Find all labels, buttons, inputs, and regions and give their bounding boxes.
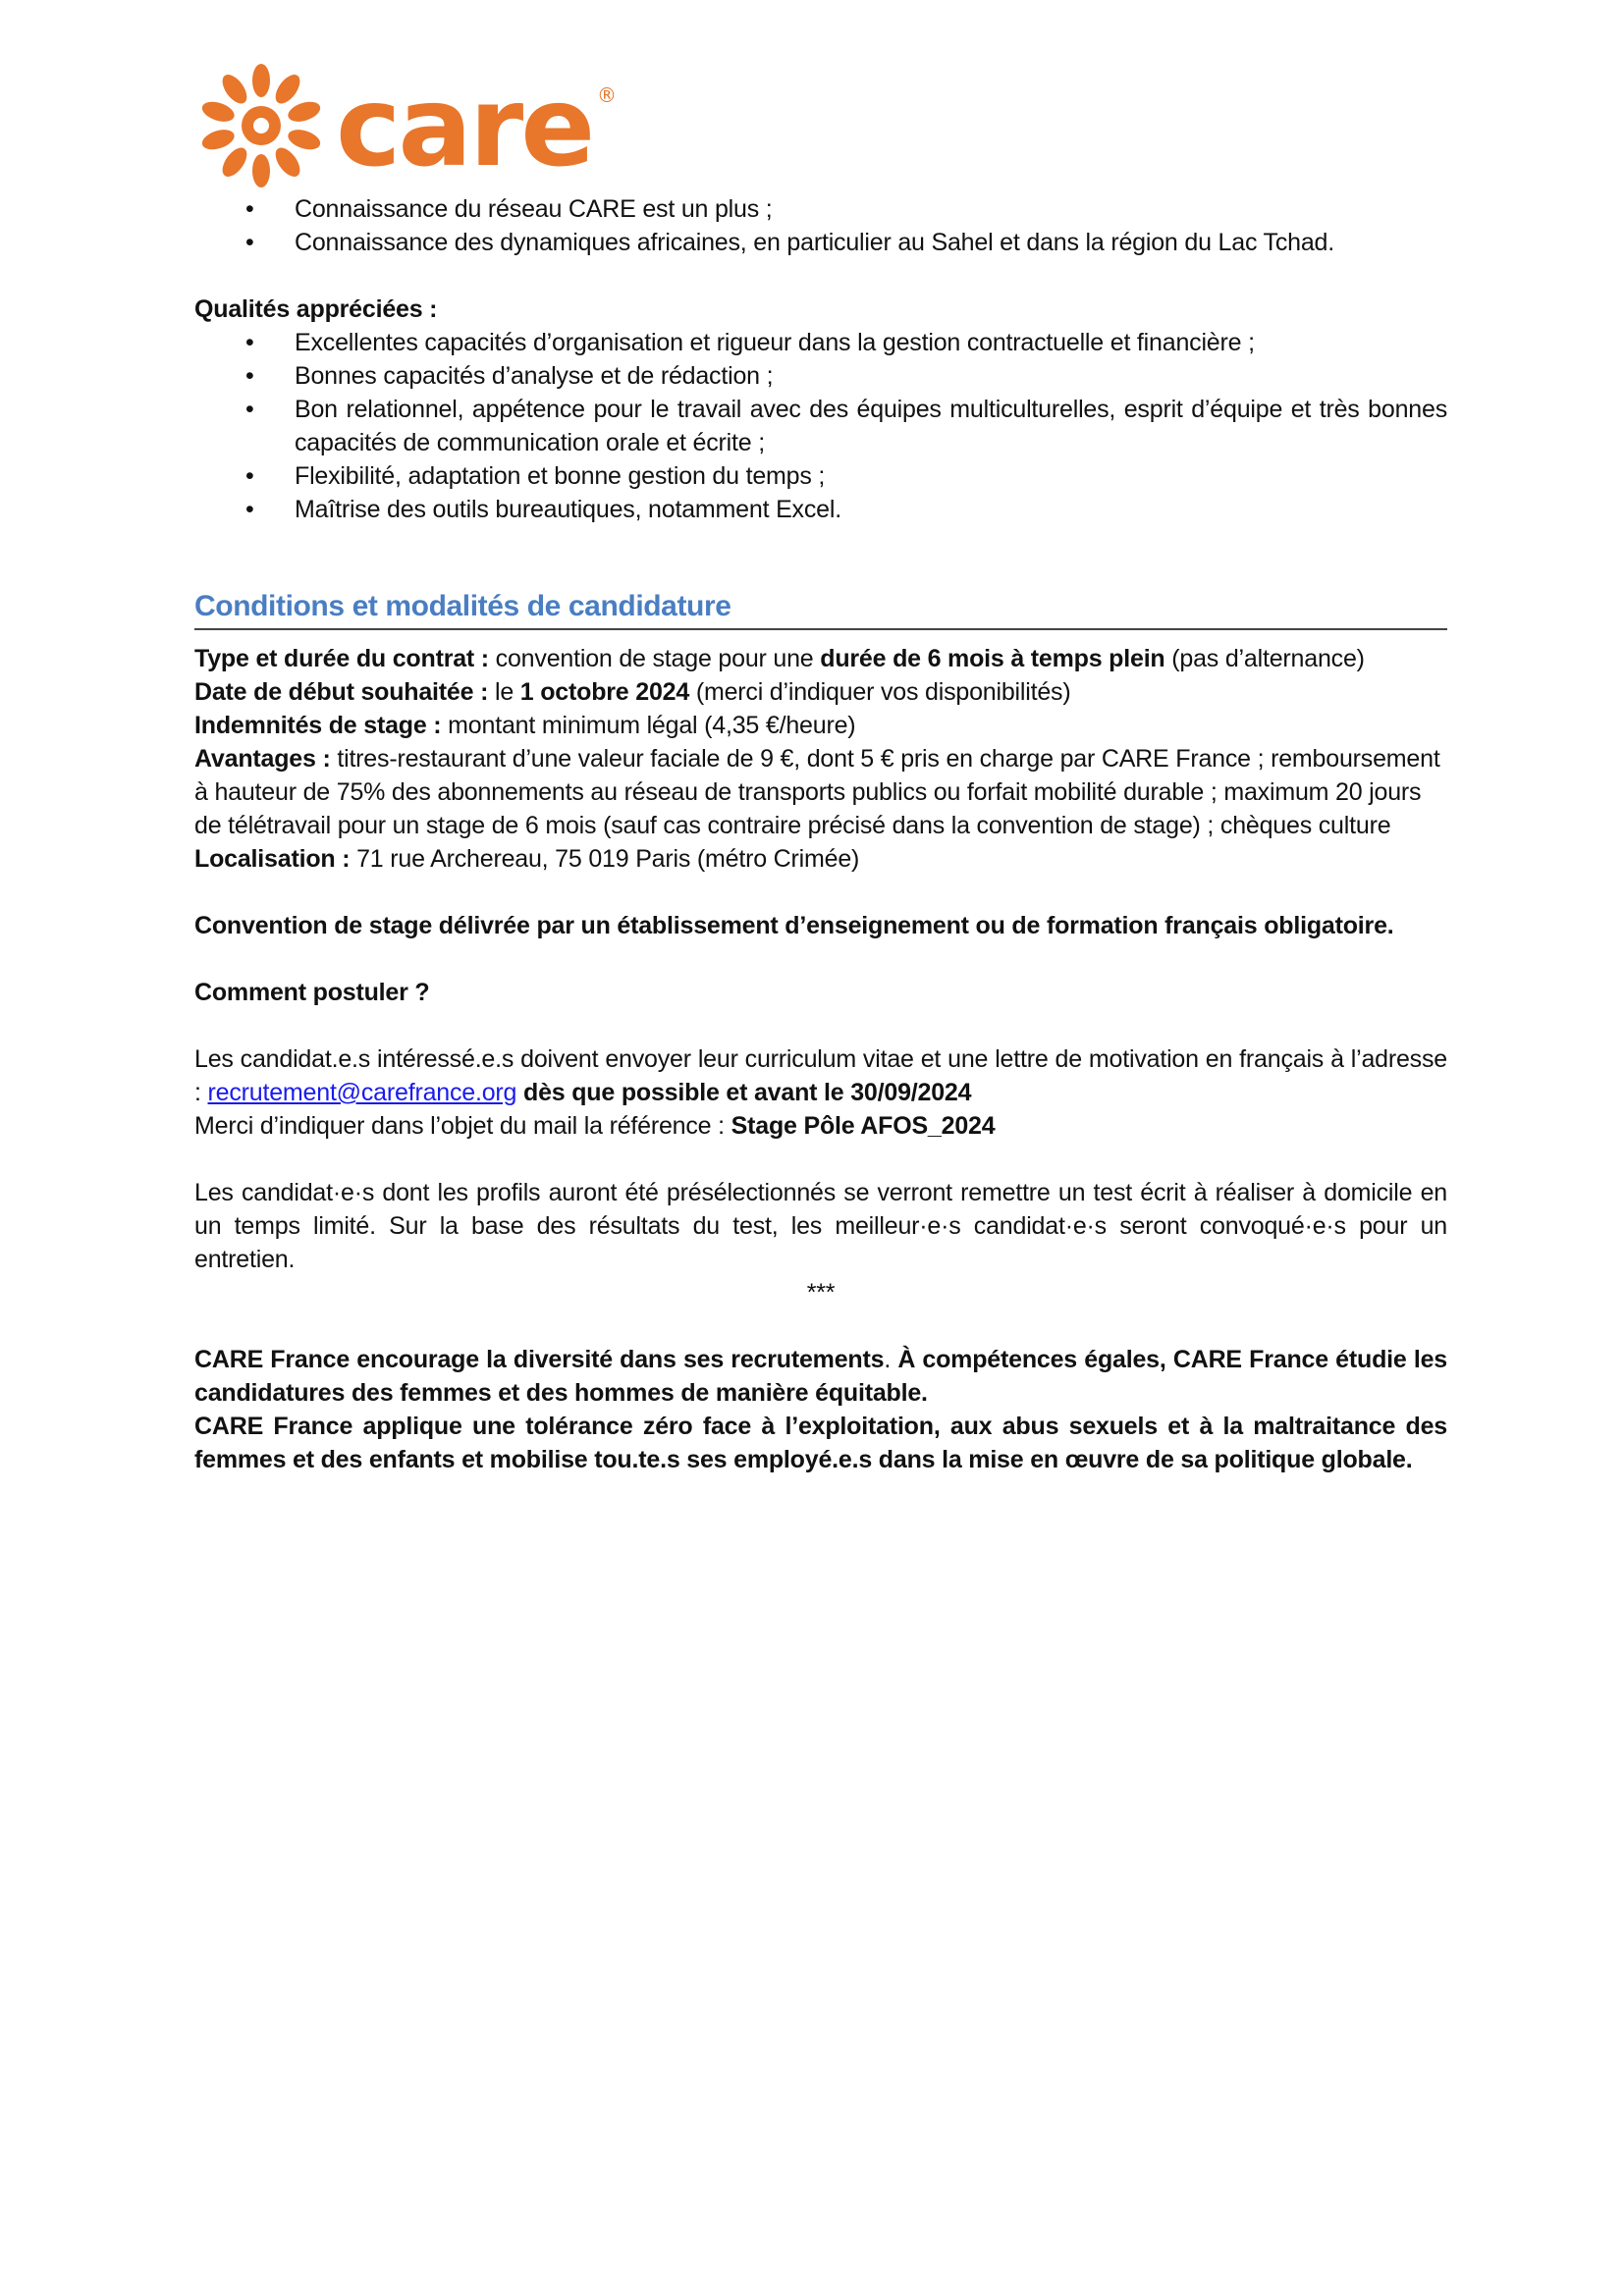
list-item: • Bonnes capacités d’analyse et de rédaction ; <box>194 359 1447 393</box>
document-body <box>194 192 1447 1476</box>
qualities-title: Qualités appréciées : <box>194 295 438 323</box>
separator: *** <box>806 1279 836 1307</box>
conditions-heading: Conditions et modalités de candidature <box>194 587 1447 630</box>
stipend-line <box>194 709 1447 742</box>
diversity-dot: . <box>884 1346 898 1373</box>
location-line <box>194 842 1447 876</box>
stipend-label: Indemnités de stage : <box>194 712 442 739</box>
contract-label: Type et durée du contrat : <box>194 645 489 672</box>
care-logo-text: care <box>336 64 593 191</box>
care-hands-icon <box>199 64 322 187</box>
diversity-rest: À compétences égales, CARE France étudie les candidatures des femmes et des hommes de manière équitable. <box>194 1346 1447 1407</box>
apply-title: Comment postuler ? <box>194 979 430 1006</box>
apply-instructions <box>194 1042 1447 1109</box>
zero-tolerance-statement: CARE France applique une tolérance zéro face à l’exploitation, aux abus sexuels et à la maltraitance des femmes et des enfants et mobilise tou.te.s ses employé.e.s dans la mise en œuvre de sa politique globale. <box>194 1413 1447 1473</box>
reference-text: Merci d’indiquer dans l’objet du mail la référence : <box>194 1112 731 1140</box>
benefits-text: titres-restaurant d’une valeur faciale de 9 €, dont 5 € pris en charge par CARE France ; remboursement à hauteur de 75% des abonnements au réseau de transports publics ou forfait mobilité durable ; maximum 20 jours de télétravail pour un stage de 6 mois (sauf cas contraire précisé dans la convention de stage) ; chèques culture <box>194 745 1440 839</box>
stipend-text: montant minimum légal (4,35 €/heure) <box>441 712 856 739</box>
start-label: Date de début souhaitée : <box>194 678 489 706</box>
reference-code: Stage Pôle AFOS_2024 <box>731 1112 996 1140</box>
list-item: • Connaissance des dynamiques africaines, en particulier au Sahel et dans la région du Lac Tchad. <box>194 226 1447 259</box>
reference-line <box>194 1109 1447 1143</box>
contract-note: (pas d’alternance) <box>1164 645 1365 672</box>
list-item: • Maîtrise des outils bureautiques, notamment Excel. <box>194 493 1447 526</box>
list-item: • Excellentes capacités d’organisation et rigueur dans la gestion contractuelle et financière ; <box>194 326 1447 359</box>
registered-mark: ® <box>597 83 617 107</box>
list-item: • Flexibilité, adaptation et bonne gestion du temps ; <box>194 459 1447 493</box>
start-date-line <box>194 675 1447 709</box>
diversity-lead: CARE France encourage la diversité dans ses recrutements <box>194 1346 885 1373</box>
start-text: le <box>488 678 520 706</box>
selection-process: Les candidat·e·s dont les profils auront été présélectionnés se verront remettre un test écrit à réaliser à domicile en un temps limité. Sur la base des résultats du test, les meilleur·e·s candidat·e·s seront convoqué·e·s pour un entretien. <box>194 1179 1447 1273</box>
apply-text: Les candidat.e.s intéressé.e.s doivent envoyer leur curriculum vitae et une lettre de motivation en français à l’adresse : <box>194 1045 1447 1106</box>
apply-deadline: dès que possible et avant le 30/09/2024 <box>516 1079 972 1106</box>
email-link[interactable]: recrutement@carefrance.org <box>207 1079 517 1106</box>
contract-duration: durée de 6 mois à temps plein <box>820 645 1165 672</box>
diversity-statement <box>194 1343 1447 1410</box>
benefits-line <box>194 742 1447 842</box>
care-logo <box>192 55 624 194</box>
contract-text: convention de stage pour une <box>488 645 821 672</box>
location-text: 71 rue Archereau, 75 019 Paris (métro Crimée) <box>350 845 860 873</box>
skills-list <box>194 192 1447 259</box>
convention-note: Convention de stage délivrée par un établissement d’enseignement ou de formation français obligatoire. <box>194 912 1394 939</box>
list-item: • Connaissance du réseau CARE est un plus ; <box>194 192 1447 226</box>
qualities-list <box>194 326 1447 526</box>
start-note: (merci d’indiquer vos disponibilités) <box>689 678 1071 706</box>
location-label: Localisation : <box>194 845 351 873</box>
benefits-label: Avantages : <box>194 745 331 773</box>
start-date: 1 octobre 2024 <box>519 678 690 706</box>
contract-line <box>194 642 1447 675</box>
list-item: • Bon relationnel, appétence pour le travail avec des équipes multiculturelles, esprit d’équipe et très bonnes capacités de communication orale et écrite ; <box>194 393 1447 459</box>
